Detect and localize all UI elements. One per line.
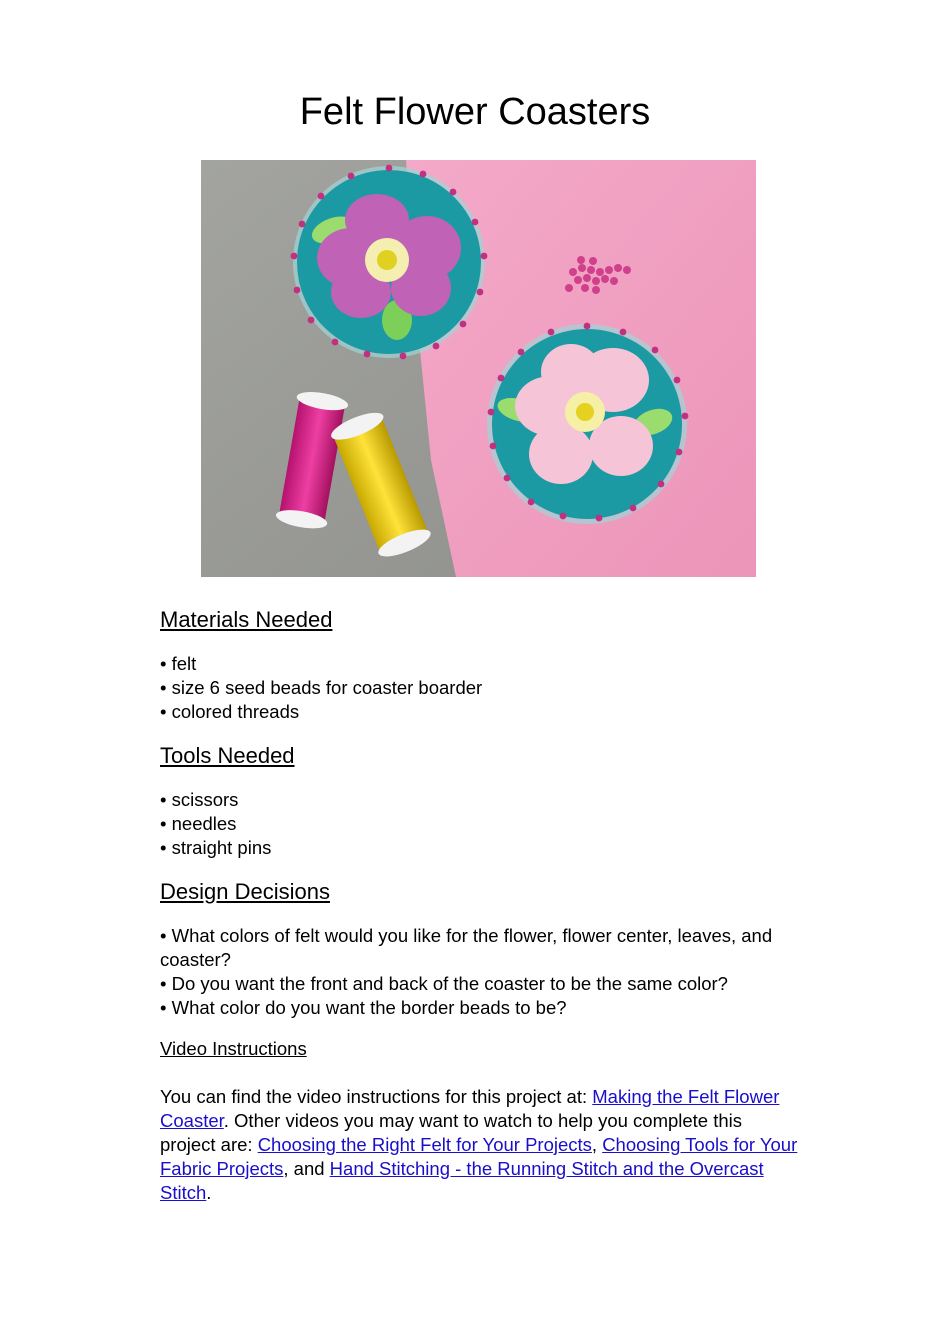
end-punctuation: .	[206, 1182, 212, 1203]
list-item: • felt	[160, 653, 197, 674]
link-choosing-right-felt[interactable]: Choosing the Right Felt for Your Projects	[257, 1134, 592, 1155]
list-item: • colored threads	[160, 701, 300, 722]
link-choosing-tools[interactable]: Choosing Tools for Your Fabric Projects	[160, 1134, 798, 1179]
separator-text: , and	[283, 1158, 330, 1179]
list-item: • What color do you want the border beads to be?	[160, 997, 567, 1018]
separator-text: ,	[591, 1134, 603, 1155]
instructions-content	[160, 605, 800, 1205]
tools-list	[160, 788, 800, 860]
link-hand-stitching[interactable]: Hand Stitching - the Running Stitch and the Overcast Stitch	[160, 1158, 764, 1203]
felt-coasters-photo	[201, 160, 756, 577]
video-paragraph	[160, 1085, 800, 1205]
design-heading: Design Decisions	[160, 879, 330, 904]
materials-heading: Materials Needed	[160, 607, 333, 632]
list-item: • Do you want the front and back of the coaster to be the same color?	[160, 973, 728, 994]
tools-heading: Tools Needed	[160, 743, 295, 768]
video-intro-text: You can find the video instructions for this project at:	[160, 1086, 593, 1107]
list-item: • straight pins	[160, 837, 272, 858]
list-item: • scissors	[160, 789, 239, 810]
page-title: Felt Flower Coasters	[299, 91, 651, 133]
link-making-felt-flower-coaster[interactable]: Making the Felt Flower Coaster	[160, 1086, 780, 1131]
video-heading: Video Instructions	[160, 1038, 307, 1059]
list-item: • size 6 seed beads for coaster boarder	[160, 677, 483, 698]
list-item: • needles	[160, 813, 237, 834]
video-mid-text: . Other videos you may want to watch to help you complete this project are:	[160, 1110, 743, 1155]
materials-list	[160, 652, 800, 724]
list-item: • What colors of felt would you like for the flower, flower center, leaves, and coaster?	[160, 925, 773, 970]
design-list	[160, 924, 800, 1020]
